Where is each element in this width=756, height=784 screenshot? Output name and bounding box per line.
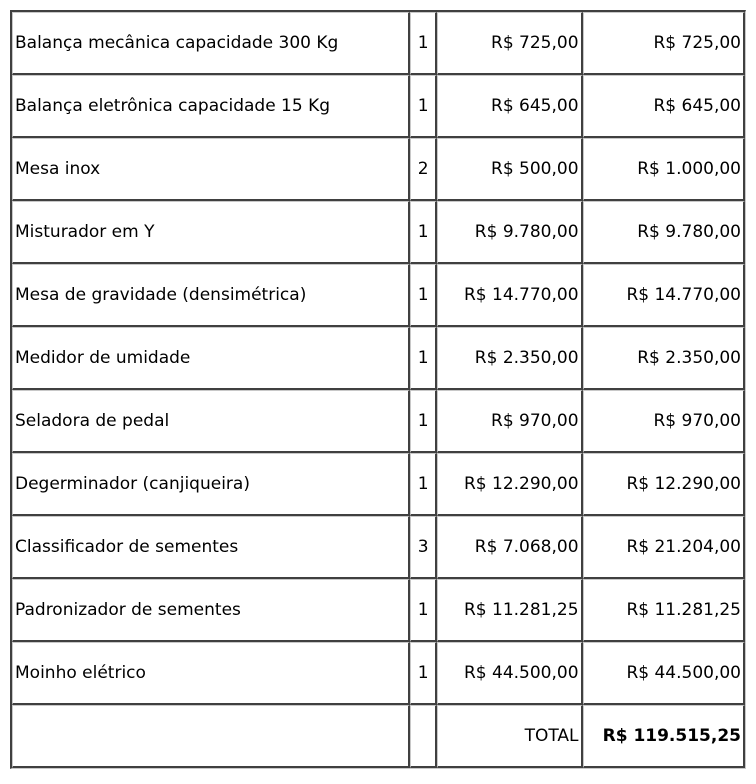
subtotal-cell: R$ 12.290,00 <box>583 453 745 516</box>
subtotal-cell: R$ 14.770,00 <box>583 264 745 327</box>
quantity-cell: 1 <box>410 75 437 138</box>
item-name-cell: Mesa de gravidade (densimétrica) <box>12 264 410 327</box>
table-row <box>12 642 745 705</box>
quantity-cell: 1 <box>410 12 437 75</box>
item-name-cell: Classificador de sementes <box>12 516 410 579</box>
quantity-cell: 3 <box>410 516 437 579</box>
unit-price-cell: R$ 2.350,00 <box>437 327 582 390</box>
item-name-cell: Misturador em Y <box>12 201 410 264</box>
quantity-cell: 1 <box>410 327 437 390</box>
table-row <box>12 201 745 264</box>
table-row <box>12 138 745 201</box>
item-name-cell: Degerminador (canjiqueira) <box>12 453 410 516</box>
subtotal-cell: R$ 645,00 <box>583 75 745 138</box>
item-name-cell: Moinho elétrico <box>12 642 410 705</box>
unit-price-cell: R$ 7.068,00 <box>437 516 582 579</box>
unit-price-cell: R$ 645,00 <box>437 75 582 138</box>
total-row <box>12 705 745 768</box>
subtotal-cell: R$ 9.780,00 <box>583 201 745 264</box>
table-row <box>12 453 745 516</box>
quantity-cell: 2 <box>410 138 437 201</box>
item-name-cell: Balança eletrônica capacidade 15 Kg <box>12 75 410 138</box>
quantity-cell: 1 <box>410 579 437 642</box>
table-row <box>12 264 745 327</box>
unit-price-cell: R$ 14.770,00 <box>437 264 582 327</box>
item-name-cell: Mesa inox <box>12 138 410 201</box>
total-label: TOTAL <box>437 705 582 768</box>
total-value: R$ 119.515,25 <box>583 705 745 768</box>
quantity-cell: 1 <box>410 201 437 264</box>
subtotal-cell: R$ 1.000,00 <box>583 138 745 201</box>
unit-price-cell: R$ 11.281,25 <box>437 579 582 642</box>
empty-cell <box>410 705 437 768</box>
item-name-cell: Seladora de pedal <box>12 390 410 453</box>
item-name-cell: Padronizador de sementes <box>12 579 410 642</box>
unit-price-cell: R$ 500,00 <box>437 138 582 201</box>
quantity-cell: 1 <box>410 453 437 516</box>
subtotal-cell: R$ 11.281,25 <box>583 579 745 642</box>
unit-price-cell: R$ 12.290,00 <box>437 453 582 516</box>
unit-price-cell: R$ 44.500,00 <box>437 642 582 705</box>
quantity-cell: 1 <box>410 264 437 327</box>
subtotal-cell: R$ 44.500,00 <box>583 642 745 705</box>
table-row <box>12 12 745 75</box>
table-row <box>12 75 745 138</box>
table-row <box>12 327 745 390</box>
subtotal-cell: R$ 21.204,00 <box>583 516 745 579</box>
subtotal-cell: R$ 970,00 <box>583 390 745 453</box>
item-name-cell: Balança mecânica capacidade 300 Kg <box>12 12 410 75</box>
subtotal-cell: R$ 2.350,00 <box>583 327 745 390</box>
unit-price-cell: R$ 970,00 <box>437 390 582 453</box>
equipment-budget-table <box>10 10 746 769</box>
table-row <box>12 516 745 579</box>
subtotal-cell: R$ 725,00 <box>583 12 745 75</box>
quantity-cell: 1 <box>410 390 437 453</box>
unit-price-cell: R$ 725,00 <box>437 12 582 75</box>
item-name-cell: Medidor de umidade <box>12 327 410 390</box>
table-body <box>12 12 745 768</box>
table-row <box>12 390 745 453</box>
table-row <box>12 579 745 642</box>
empty-cell <box>12 705 410 768</box>
quantity-cell: 1 <box>410 642 437 705</box>
unit-price-cell: R$ 9.780,00 <box>437 201 582 264</box>
